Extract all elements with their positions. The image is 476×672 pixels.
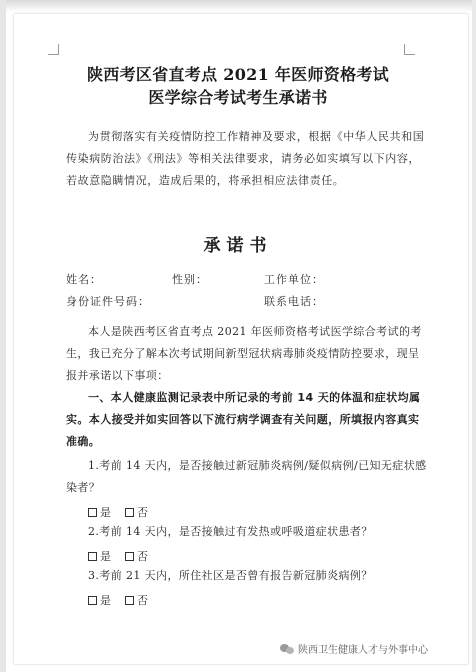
health-statement: 一、本人健康监测记录表中所记录的考前 14 天的体温和症状均属实。本人接受并如实回答以下流行病学调查有关问题，所填报内容真实准确。 — [66, 391, 421, 448]
pledge-heading: 承诺书 — [203, 236, 273, 256]
checkbox-yes[interactable] — [88, 508, 97, 517]
wechat-logo-icon — [280, 643, 294, 655]
checkbox-no[interactable] — [125, 552, 134, 561]
option-yes-label: 是 — [100, 550, 111, 563]
name-label: 姓名： — [66, 273, 102, 286]
question-3-options — [88, 592, 148, 608]
question-2-options — [88, 548, 148, 564]
document-title-line1: 陕西考区省直考点 2021 年医师资格考试 — [87, 65, 389, 84]
checkbox-no[interactable] — [125, 596, 134, 605]
work-unit-label: 工作单位： — [264, 273, 324, 286]
margin-corner-mark — [404, 44, 415, 55]
page-frame-top — [0, 0, 476, 12]
document-title-line2: 医学综合考试考生承诺书 — [148, 88, 328, 107]
intro-paragraph: 为贯彻落实有关疫情防控工作精神及要求，根据《中华人民共和国传染病防治法》《刑法》等相关法律要求，请务必如实填写以下内容，若故意隐瞒情况，造成后果的，将承担相应法律责任。 — [66, 130, 425, 187]
option-yes-label: 是 — [100, 594, 111, 607]
question-1: 1.考前 14 天内，是否接触过新冠肺炎病例/疑似病例/已知无症状感染者？ — [66, 459, 427, 494]
id-number-label: 身份证件号码： — [66, 295, 150, 308]
checkbox-yes[interactable] — [88, 552, 97, 561]
gender-label: 性别： — [172, 273, 208, 286]
question-2: 2.考前 14 天内，是否接触过有发热或呼吸道症状患者？ — [88, 525, 373, 538]
option-no-label: 否 — [137, 594, 148, 607]
wechat-watermark — [280, 641, 428, 656]
question-3: 3.考前 21 天内，所住社区是否曾有报告新冠肺炎病例？ — [88, 569, 373, 582]
margin-corner-mark — [48, 44, 59, 55]
question-1-options — [88, 504, 148, 520]
checkbox-yes[interactable] — [88, 596, 97, 605]
watermark-text: 陕西卫生健康人才与外事中心 — [298, 645, 428, 656]
checkbox-no[interactable] — [125, 508, 134, 517]
option-no-label: 否 — [137, 506, 148, 519]
option-yes-label: 是 — [100, 506, 111, 519]
pledge-paragraph: 本人是陕西考区省直考点 2021 年医师资格考试医学综合考试的考生，我已充分了解本次考试期间新型冠状病毒肺炎疫情防控要求，现呈报并承诺以下事项： — [66, 325, 422, 382]
option-no-label: 否 — [137, 550, 148, 563]
phone-label: 联系电话： — [264, 295, 324, 308]
